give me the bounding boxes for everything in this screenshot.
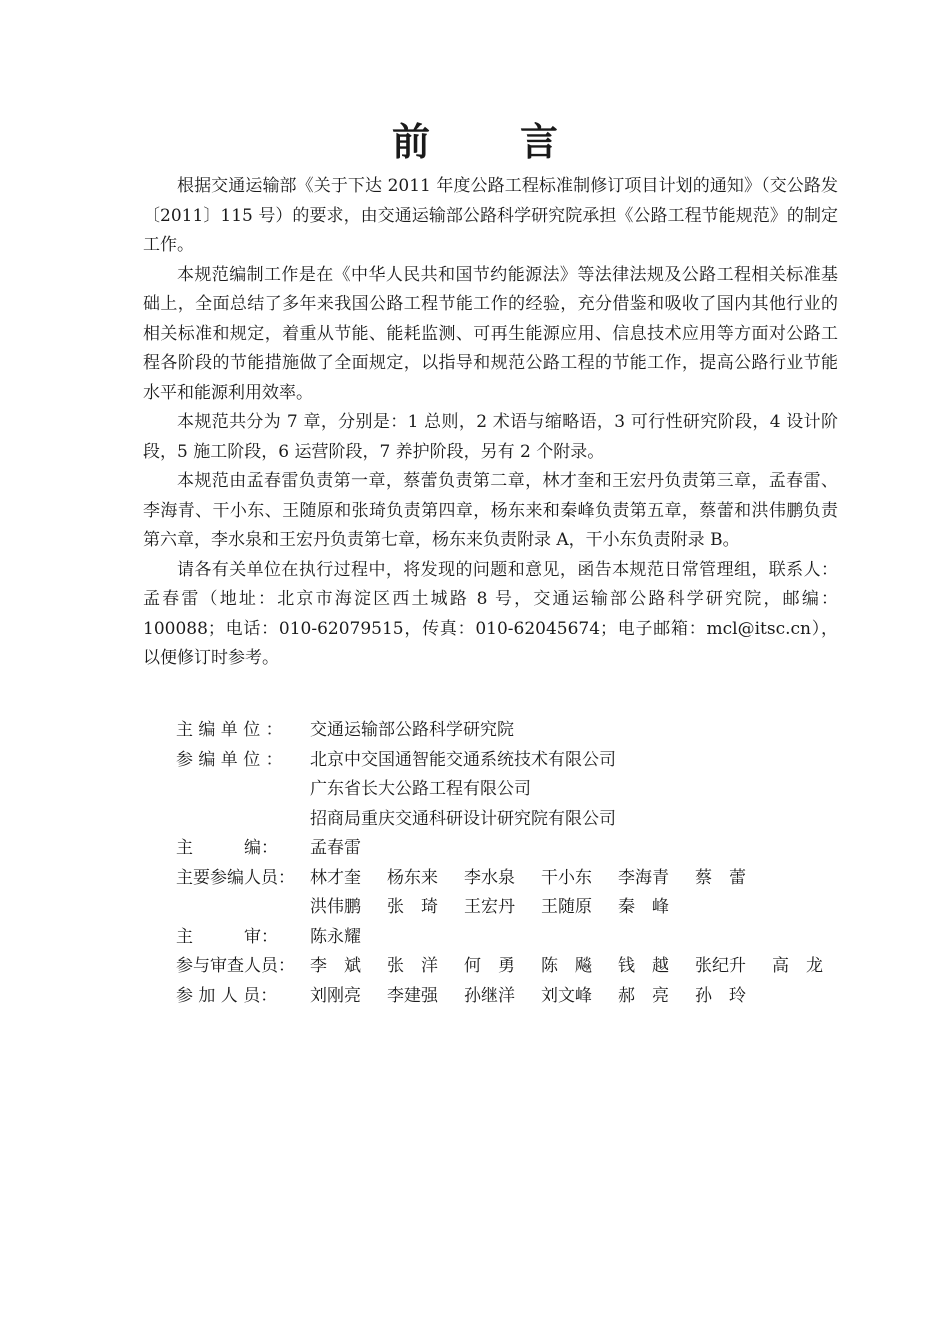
participating-units-label: 参 编 单 位 ： — [176, 749, 283, 770]
participant-name: 刘文峰 — [541, 985, 592, 1006]
main-editor-name: 王随原 — [541, 897, 592, 917]
paragraph-3: 本规范共分为 7 章，分别是：1 总则，2 术语与缩略语，3 可行性研究阶段，4 设计阶段，5 施工阶段，6 运营阶段，7 养护阶段，另有 2 个附录。 — [143, 412, 838, 462]
chief-editor-row — [176, 834, 856, 864]
participants-list — [310, 982, 856, 1012]
participant-name: 刘刚亮 — [310, 985, 361, 1006]
chief-reviewer-row — [176, 923, 856, 953]
reviewer-name: 何 勇 — [464, 956, 515, 976]
paragraph-1: 根据交通运输部《关于下达 2011 年度公路工程标准制修订项目计划的通知》（交公路发〔2011〕115 号）的要求，由交通运输部公路科学研究院承担《公路工程节能规范》的制定工作。 — [143, 176, 838, 255]
participating-units-row — [176, 746, 856, 776]
participant-name: 孙继洋 — [464, 985, 515, 1006]
participant-name: 郝 亮 — [618, 985, 669, 1006]
main-editor-name: 洪伟鹏 — [310, 897, 361, 917]
main-editors-list — [310, 864, 856, 894]
chief-editor-label: 主 编： — [176, 838, 278, 858]
chief-editor-value: 孟春雷 — [310, 838, 361, 858]
main-editor-name: 李水泉 — [464, 867, 515, 888]
participating-unit-1: 北京中交国通智能交通系统技术有限公司 — [310, 749, 616, 770]
reviewer-name: 陈 飚 — [541, 956, 592, 976]
main-editors-row — [176, 893, 856, 923]
participant-name: 李建强 — [387, 985, 438, 1006]
chief-reviewer-value: 陈永耀 — [310, 926, 361, 947]
chief-unit-label: 主 编 单 位 ： — [176, 720, 283, 740]
participating-unit-3: 招商局重庆交通科研设计研究院有限公司 — [310, 808, 616, 829]
reviewers-row — [176, 952, 856, 982]
participants-row — [176, 982, 856, 1012]
main-editor-name: 林才奎 — [310, 867, 361, 888]
reviewer-name: 钱 越 — [618, 956, 669, 976]
chief-reviewer-label: 主 审： — [176, 926, 278, 947]
main-editor-name: 张 琦 — [387, 897, 438, 917]
participants-label: 参 加 人 员： — [176, 985, 278, 1006]
reviewers-list — [310, 952, 856, 982]
main-editor-name: 蔡 蕾 — [695, 867, 746, 888]
main-editors-row — [176, 864, 856, 894]
reviewer-name: 张纪升 — [695, 956, 746, 976]
participating-units-row — [176, 775, 856, 805]
participant-name: 孙 玲 — [695, 985, 746, 1006]
page-title: 前 言 — [391, 120, 584, 164]
paragraph-4: 本规范由孟春雷负责第一章，蔡蕾负责第二章，林才奎和王宏丹负责第三章，孟春雷、李海青、干小东、王随原和张琦负责第四章，杨东来和秦峰负责第五章，蔡蕾和洪伟鹏负责第六章，李水泉和王宏丹负责第七章，杨东来负责附录 A，干小东负责附录 B。 — [143, 471, 838, 550]
paragraph-5: 请各有关单位在执行过程中，将发现的问题和意见，函告本规范日常管理组，联系人：孟春雷（地址：北京市海淀区西土城路 8 号，交通运输部公路科学研究院，邮编：100088；电话：010-62079515，传真：010-62045674；电子邮箱：mcl@itsc.cn），以便修订时参考。 — [143, 559, 838, 668]
reviewer-name: 高 龙 — [772, 956, 823, 976]
main-editor-name: 王宏丹 — [464, 897, 515, 917]
participating-units-row — [176, 805, 856, 835]
main-editor-name: 秦 峰 — [618, 897, 669, 917]
chief-unit-value: 交通运输部公路科学研究院 — [310, 720, 514, 740]
paragraph-2: 本规范编制工作是在《中华人民共和国节约能源法》等法律法规及公路工程相关标准基础上，全面总结了多年来我国公路工程节能工作的经验，充分借鉴和吸收了国内其他行业的相关标准和规定，着重从节能、能耗监测、可再生能源应用、信息技术应用等方面对公路工程各阶段的节能措施做了全面规定，以指导和规范公路工程的节能工作，提高公路行业节能水平和能源利用效率。 — [143, 264, 838, 403]
chief-unit-row — [176, 716, 856, 746]
main-editor-name: 干小东 — [541, 867, 592, 888]
reviewer-name: 张 洋 — [387, 956, 438, 976]
reviewers-label: 参与审查人员： — [176, 956, 295, 976]
participating-unit-2: 广东省长大公路工程有限公司 — [310, 779, 531, 799]
credits-block — [176, 716, 856, 1011]
main-editors-list — [310, 893, 856, 923]
main-editors-label: 主要参编人员： — [176, 867, 295, 888]
preface-body — [143, 172, 838, 674]
reviewer-name: 李 斌 — [310, 956, 361, 976]
main-editor-name: 杨东来 — [387, 867, 438, 888]
main-editor-name: 李海青 — [618, 867, 669, 888]
